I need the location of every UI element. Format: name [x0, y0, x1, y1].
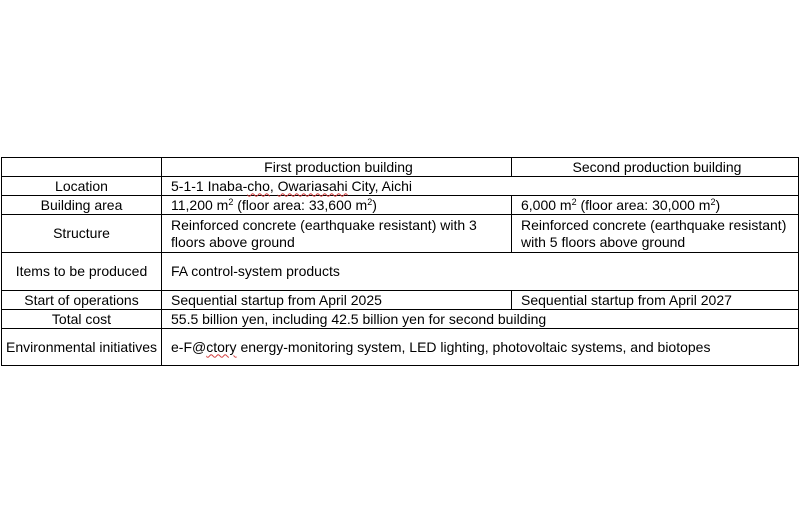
- location-value: 5-1-1 Inaba-cho, Owariasahi City, Aichi: [162, 177, 799, 196]
- table-row-structure: [2, 215, 799, 253]
- structure-first: Reinforced concrete (earthquake resistant) with 3 floors above ground: [162, 215, 512, 253]
- table-row-start: [2, 291, 799, 310]
- items-value: FA control-system products: [162, 253, 799, 291]
- structure-label: Structure: [2, 215, 162, 253]
- start-first: Sequential startup from April 2025: [162, 291, 512, 310]
- header-blank-cell: [2, 158, 162, 177]
- table-row-cost: [2, 310, 799, 329]
- table-header-row: [2, 158, 799, 177]
- building-spec-table: [1, 157, 799, 366]
- header-first-building: First production building: [162, 158, 512, 177]
- cost-value: 55.5 billion yen, including 42.5 billion yen for second building: [162, 310, 799, 329]
- header-second-building: Second production building: [512, 158, 799, 177]
- structure-second: Reinforced concrete (earthquake resistant) with 5 floors above ground: [512, 215, 799, 253]
- building-area-label: Building area: [2, 196, 162, 215]
- cost-label: Total cost: [2, 310, 162, 329]
- building-area-first: 11,200 $m^2$ (floor area: 33,600 $m^2$): [162, 196, 512, 215]
- location-label: Location: [2, 177, 162, 196]
- start-second: Sequential startup from April 2027: [512, 291, 799, 310]
- building-area-second: 6,000 $m^2$ (floor area: 30,000 $m^2$): [512, 196, 799, 215]
- table-row-environment: [2, 329, 799, 366]
- table-row-location: [2, 177, 799, 196]
- items-label: Items to be produced: [2, 253, 162, 291]
- table-row-building-area: [2, 196, 799, 215]
- environment-value: e-F@ctory energy-monitoring system, LED lighting, photovoltaic systems, and biotopes: [162, 329, 799, 366]
- table-row-items: [2, 253, 799, 291]
- environment-label: Environmental initiatives: [2, 329, 162, 366]
- start-label: Start of operations: [2, 291, 162, 310]
